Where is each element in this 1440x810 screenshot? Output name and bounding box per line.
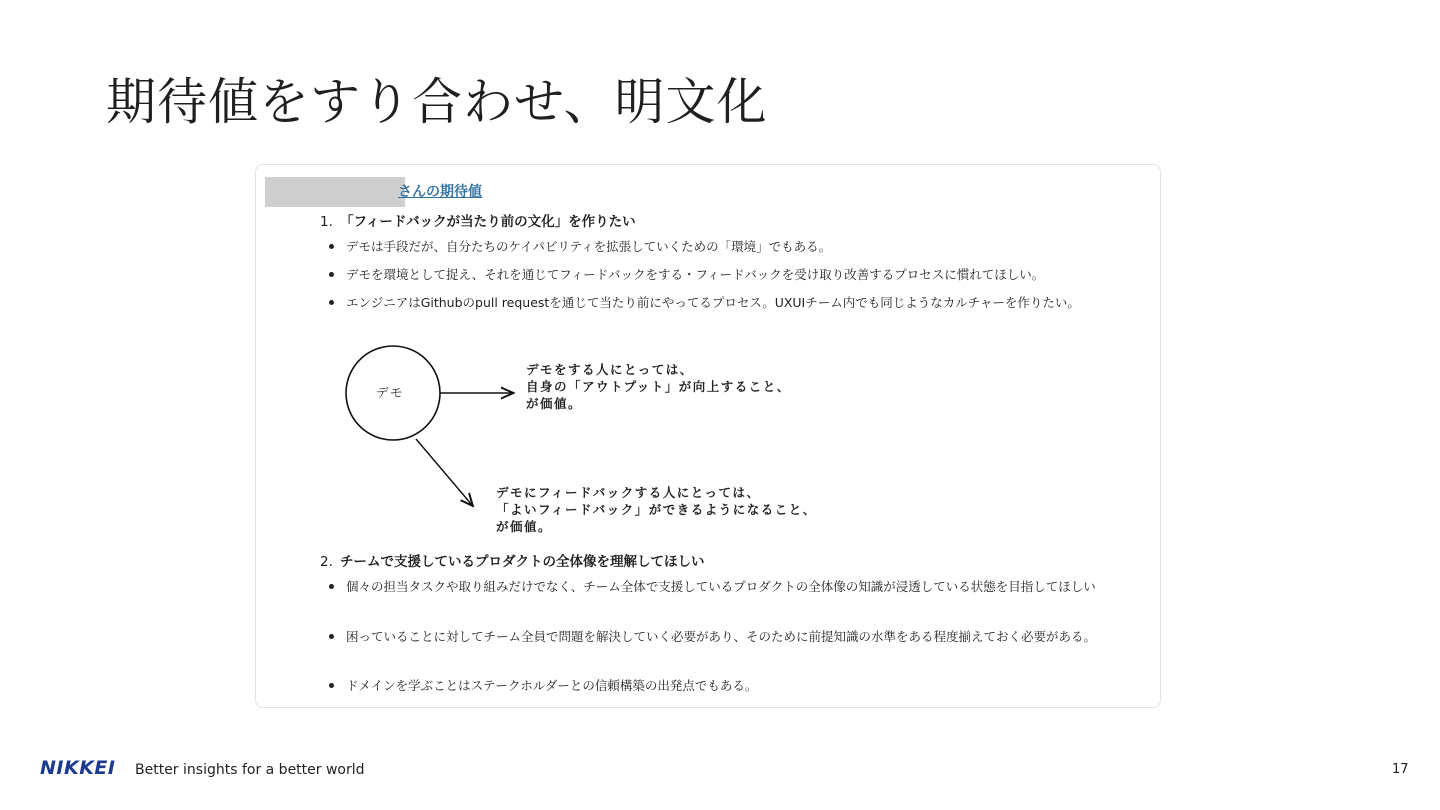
bullet-dot xyxy=(329,584,334,589)
item-label: チームで支援しているプロダクトの全体像を理解してほしい xyxy=(340,554,705,570)
annotation-line: 「よいフィードバック」ができるようになること、 xyxy=(496,502,817,517)
arrow-down xyxy=(416,439,472,505)
list-item xyxy=(346,264,1136,285)
circle-label: デモ xyxy=(376,385,405,400)
bottom-annotation xyxy=(496,484,817,535)
numbered-item-1 xyxy=(320,210,636,230)
expectations-heading-link[interactable]: さんの期待値 xyxy=(398,184,482,200)
slide-title: 期待値をすり合わせ、明文化 xyxy=(106,73,768,131)
list-item xyxy=(346,626,1136,647)
annotation-line: が価値。 xyxy=(526,396,583,411)
annotation-line: 自身の「アウトプット」が向上すること、 xyxy=(526,379,791,394)
bullet-dot xyxy=(329,683,334,688)
bullet-text: 個々の担当タスクや取り組みだけでなく、チーム全体で支援しているプロダクトの全体像の知識が浸透している状態を目指してほしい xyxy=(346,579,1096,594)
bullet-dot xyxy=(329,244,334,249)
redacted-name xyxy=(265,177,405,207)
right-annotation xyxy=(526,361,791,412)
annotation-line: デモにフィードバックする人にとっては、 xyxy=(496,485,761,500)
numbered-item-2 xyxy=(320,550,705,570)
bullet-text: デモは手段だが、自分たちのケイパビリティを拡張していくための「環境」でもある。 xyxy=(346,239,832,254)
bullet-text: 困っていることに対してチーム全員で問題を解決していく必要があり、そのために前提知識の水準をある程度揃えておく必要がある。 xyxy=(346,629,1097,644)
bullet-dot xyxy=(329,272,334,277)
page-number: 17 xyxy=(1392,762,1409,777)
bullet-text: ドメインを学ぶことはステークホルダーとの信頼構築の出発点でもある。 xyxy=(346,678,758,693)
footer-tagline: Better insights for a better world xyxy=(135,762,365,778)
item-label: 「フィードバックが当たり前の文化」を作りたい xyxy=(340,214,636,230)
annotation-line: デモをする人にとっては、 xyxy=(526,362,694,377)
bullet-dot xyxy=(329,300,334,305)
bullet-text: エンジニアはGithubのpull requestを通じて当たり前にやってるプロセス。UXUIチーム内でも同じようなカルチャーを作りたい。 xyxy=(346,295,1080,310)
annotation-line: が価値。 xyxy=(496,519,553,534)
list-item xyxy=(346,576,1136,597)
item-number: 1. xyxy=(320,214,333,230)
expectations-card xyxy=(255,164,1161,708)
bullet-dot xyxy=(329,634,334,639)
list-item xyxy=(346,292,1136,313)
nikkei-logo: NIKKEI xyxy=(40,757,116,779)
list-item xyxy=(346,675,1136,696)
list-item xyxy=(346,236,1136,257)
item-number: 2. xyxy=(320,554,333,570)
bullet-text: デモを環境として捉え、それを通じてフィードバックをする・フィードバックを受け取り改善するプロセスに慣れてほしい。 xyxy=(346,267,1045,282)
demo-diagram xyxy=(336,337,856,537)
